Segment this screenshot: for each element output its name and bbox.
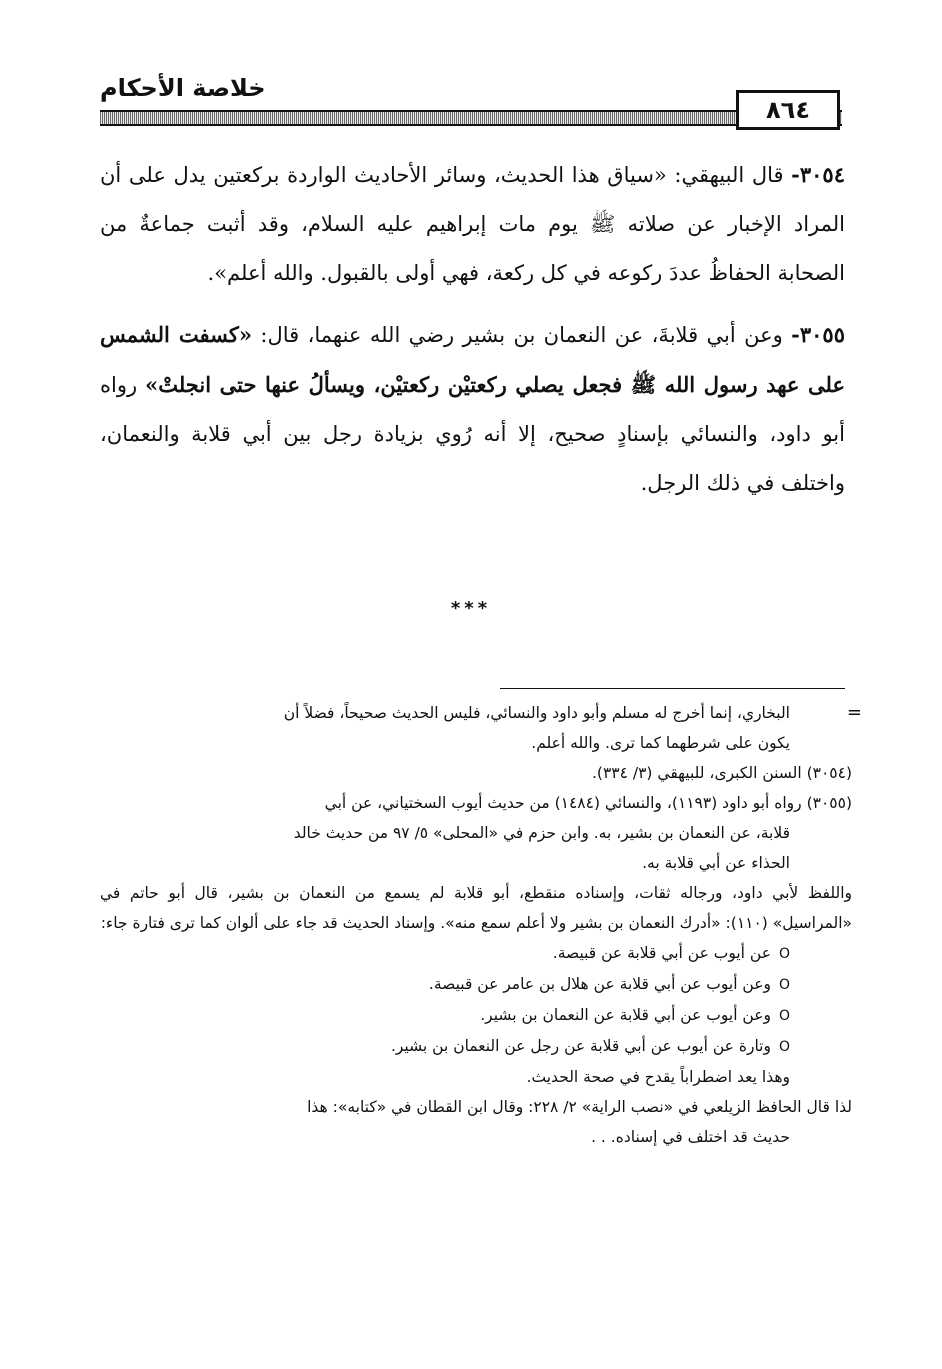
footnote-line: البخاري، إنما أخرج له مسلم وأبو داود والنسائي، فليس الحديث صحيحاً، فضلاً أن [283, 704, 790, 722]
footnote-line: الحذاء عن أبي قلابة به. [642, 854, 790, 872]
footnote-rule [500, 688, 845, 689]
footnote-continuation [100, 698, 862, 758]
footnote-line: وهذا يعد اضطراباً يقدح في صحة الحديث. [526, 1068, 790, 1086]
entry-number: ٣٠٥٥- [791, 322, 845, 347]
circle-bullet-icon: O [778, 946, 790, 962]
circle-bullet-icon: O [778, 1039, 790, 1055]
footnote-paragraph: واللفظ لأبي داود، ورجاله ثقات، وإسناده منقطع، أبو قلابة لم يسمع من النعمان بن بشير، قال أبو حاتم في «المراسيل» (١١٠): «أدرك النعمان بن بشير ولا أعلم سمع منه». وإسناد الحديث قد جاء على ألوان كما ترى فتارة جاء: [100, 884, 852, 932]
footnotes [100, 698, 862, 1152]
footnote-line: قلابة، عن النعمان بن بشير، به. وابن حزم في «المحلى» ٥/ ٩٧ من حديث خالد [293, 824, 790, 842]
paragraph-intro: وعن أبي قلابةَ، عن النعمان بن بشير رضي الله عنهما، قال: [252, 323, 792, 347]
footnote-line: لذا قال الحافظ الزيلعي في «نصب الراية» ٢/ ٢٢٨: وقال ابن القطان في «كتابه»: هذا [307, 1098, 852, 1116]
footnote-3055: (٣٠٥٥) رواه أبو داود (١١٩٣)، والنسائي (١٤٨٤) من حديث أيوب السختياني، عن أبي [324, 794, 852, 812]
main-text [100, 150, 845, 520]
circle-bullet-icon: O [778, 1008, 790, 1024]
page-header [100, 68, 842, 128]
paragraph-3055 [100, 310, 845, 508]
footnote-3054: (٣٠٥٤) السنن الكبرى، للبيهقي (٣/ ٣٣٤). [591, 764, 852, 782]
footnote-line: يكون على شرطهما كما ترى. والله أعلم. [531, 734, 790, 752]
header-rule [100, 110, 842, 126]
list-item: Oوعن أيوب عن أبي قلابة عن النعمان بن بشير. [100, 1000, 852, 1031]
hadith-text: «كسفت الشمس على عهد رسول الله ﷺ فجعل يصلي ركعتيْن ركعتيْن، ويسألُ عنها حتى انجلتْ» [100, 322, 845, 397]
page-number: ٨٦٤ [736, 90, 840, 130]
continuation-marker: = [846, 702, 862, 723]
list-item: Oوتارة عن أيوب عن أبي قلابة عن رجل عن النعمان بن بشير. [100, 1031, 852, 1062]
footnote-line: حديث قد اختلف في إسناده. . . [591, 1128, 790, 1146]
paragraph-text: قال البيهقي: «سياق هذا الحديث، وسائر الأحاديث الواردة بركعتين يدل على أن المراد الإخبار عن صلاته ﷺ يوم مات إبراهيم عليه السلام، وقد أثبت جماعةٌ من الصحابة الحفاظُ عددَ ركوعه في كل ركعة، فهي أولى بالقبول. والله أعلم». [100, 163, 845, 285]
circle-bullet-icon: O [778, 977, 790, 993]
list-item: Oوعن أيوب عن أبي قلابة عن هلال بن عامر عن قبيصة. [100, 969, 852, 1000]
entry-number: ٣٠٥٤- [791, 162, 845, 187]
paragraph-3054 [100, 150, 845, 298]
list-item: Oعن أيوب عن أبي قلابة عن قبيصة. [100, 938, 852, 969]
section-separator: *** [450, 598, 492, 619]
book-title: خلاصة الأحكام [100, 74, 266, 102]
paragraph-text: رواه أبو داود، والنسائي بإسنادٍ صحيح، إلا أنه رُوي بزيادة رجل بين أبي قلابة والنعمان، واختلف في ذلك الرجل. [100, 373, 845, 495]
